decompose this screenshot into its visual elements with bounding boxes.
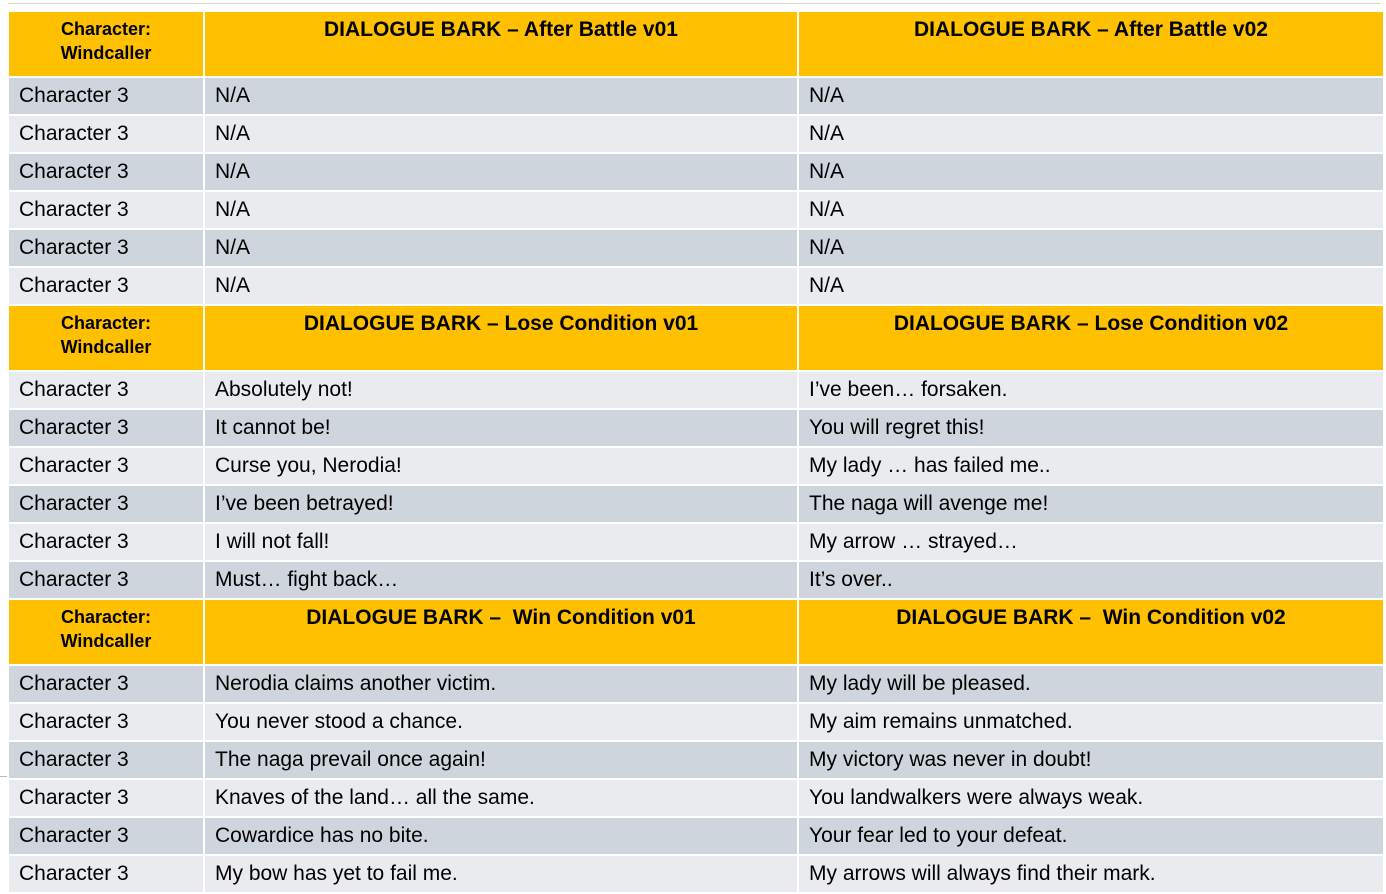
character-label: Character:	[60, 313, 152, 333]
character-cell: Character 3	[8, 523, 204, 561]
table-row	[8, 409, 1384, 447]
bark-v02-cell: I’ve been… forsaken.	[798, 371, 1384, 409]
top-divider	[8, 3, 1380, 4]
character-cell: Character 3	[8, 485, 204, 523]
bark-v01-cell: N/A	[204, 77, 798, 115]
character-cell: Character 3	[8, 855, 204, 893]
bark-column-header-v01: DIALOGUE BARK – Win Condition v01	[204, 599, 798, 665]
bark-v02-cell: It’s over..	[798, 561, 1384, 599]
table-row	[8, 817, 1384, 855]
character-cell: Character 3	[8, 741, 204, 779]
table-row	[8, 779, 1384, 817]
table-row	[8, 77, 1384, 115]
character-cell: Character 3	[8, 371, 204, 409]
table-row	[8, 153, 1384, 191]
character-header-cell	[8, 11, 204, 77]
bark-v01-cell: Nerodia claims another victim.	[204, 665, 798, 703]
section-header-after-battle	[8, 11, 1384, 77]
table-row	[8, 191, 1384, 229]
bark-v02-cell: N/A	[798, 229, 1384, 267]
bark-v01-cell: N/A	[204, 153, 798, 191]
bark-v02-cell: My lady … has failed me..	[798, 447, 1384, 485]
bark-v01-cell: It cannot be!	[204, 409, 798, 447]
bark-v02-cell: My arrow … strayed…	[798, 523, 1384, 561]
bark-column-header-v01: DIALOGUE BARK – After Battle v01	[204, 11, 798, 77]
bark-column-header-v02: DIALOGUE BARK – After Battle v02	[798, 11, 1384, 77]
character-cell: Character 3	[8, 115, 204, 153]
bark-v02-cell: You landwalkers were always weak.	[798, 779, 1384, 817]
table-row	[8, 855, 1384, 893]
table-row	[8, 229, 1384, 267]
bark-v01-cell: N/A	[204, 267, 798, 305]
bark-v02-cell: The naga will avenge me!	[798, 485, 1384, 523]
bark-v01-cell: Curse you, Nerodia!	[204, 447, 798, 485]
section-header-win-condition	[8, 599, 1384, 665]
bark-v01-cell: You never stood a chance.	[204, 703, 798, 741]
character-cell: Character 3	[8, 77, 204, 115]
bark-v02-cell: N/A	[798, 191, 1384, 229]
bark-v01-cell: N/A	[204, 191, 798, 229]
character-label: Character:	[60, 607, 152, 627]
bark-v02-cell: You will regret this!	[798, 409, 1384, 447]
character-name: Windcaller	[60, 43, 152, 63]
table-row	[8, 485, 1384, 523]
table-row	[8, 665, 1384, 703]
bark-column-header-v02: DIALOGUE BARK – Win Condition v02	[798, 599, 1384, 665]
character-cell: Character 3	[8, 191, 204, 229]
character-label: Character:	[60, 19, 152, 39]
bark-v02-cell: My aim remains unmatched.	[798, 703, 1384, 741]
character-cell: Character 3	[8, 561, 204, 599]
table-row	[8, 523, 1384, 561]
character-cell: Character 3	[8, 665, 204, 703]
character-cell: Character 3	[8, 703, 204, 741]
table-row	[8, 741, 1384, 779]
character-cell: Character 3	[8, 153, 204, 191]
character-cell: Character 3	[8, 447, 204, 485]
bark-v01-cell: Absolutely not!	[204, 371, 798, 409]
character-header-cell	[8, 305, 204, 371]
character-cell: Character 3	[8, 229, 204, 267]
dialogue-bark-table	[7, 10, 1385, 894]
section-header-lose-condition	[8, 305, 1384, 371]
bark-v01-cell: N/A	[204, 115, 798, 153]
bark-v02-cell: Your fear led to your defeat.	[798, 817, 1384, 855]
bark-v02-cell: N/A	[798, 153, 1384, 191]
table-row	[8, 371, 1384, 409]
bark-v01-cell: I will not fall!	[204, 523, 798, 561]
bark-v01-cell: I’ve been betrayed!	[204, 485, 798, 523]
bark-column-header-v01: DIALOGUE BARK – Lose Condition v01	[204, 305, 798, 371]
bark-v01-cell: Knaves of the land… all the same.	[204, 779, 798, 817]
bark-v02-cell: N/A	[798, 267, 1384, 305]
bark-v01-cell: Must… fight back…	[204, 561, 798, 599]
table-row	[8, 703, 1384, 741]
table-row	[8, 561, 1384, 599]
character-cell: Character 3	[8, 409, 204, 447]
bark-v01-cell: Cowardice has no bite.	[204, 817, 798, 855]
character-name: Windcaller	[60, 337, 152, 357]
bark-v01-cell: My bow has yet to fail me.	[204, 855, 798, 893]
table-row	[8, 115, 1384, 153]
bark-column-header-v02: DIALOGUE BARK – Lose Condition v02	[798, 305, 1384, 371]
bark-v02-cell: My arrows will always find their mark.	[798, 855, 1384, 893]
character-header-cell	[8, 599, 204, 665]
bark-v01-cell: The naga prevail once again!	[204, 741, 798, 779]
table-row	[8, 447, 1384, 485]
bark-v01-cell: N/A	[204, 229, 798, 267]
character-name: Windcaller	[60, 631, 152, 651]
character-cell: Character 3	[8, 779, 204, 817]
bark-v02-cell: N/A	[798, 115, 1384, 153]
bark-v02-cell: N/A	[798, 77, 1384, 115]
bark-v02-cell: My lady will be pleased.	[798, 665, 1384, 703]
bark-v02-cell: My victory was never in doubt!	[798, 741, 1384, 779]
table-row	[8, 267, 1384, 305]
character-cell: Character 3	[8, 817, 204, 855]
character-cell: Character 3	[8, 267, 204, 305]
